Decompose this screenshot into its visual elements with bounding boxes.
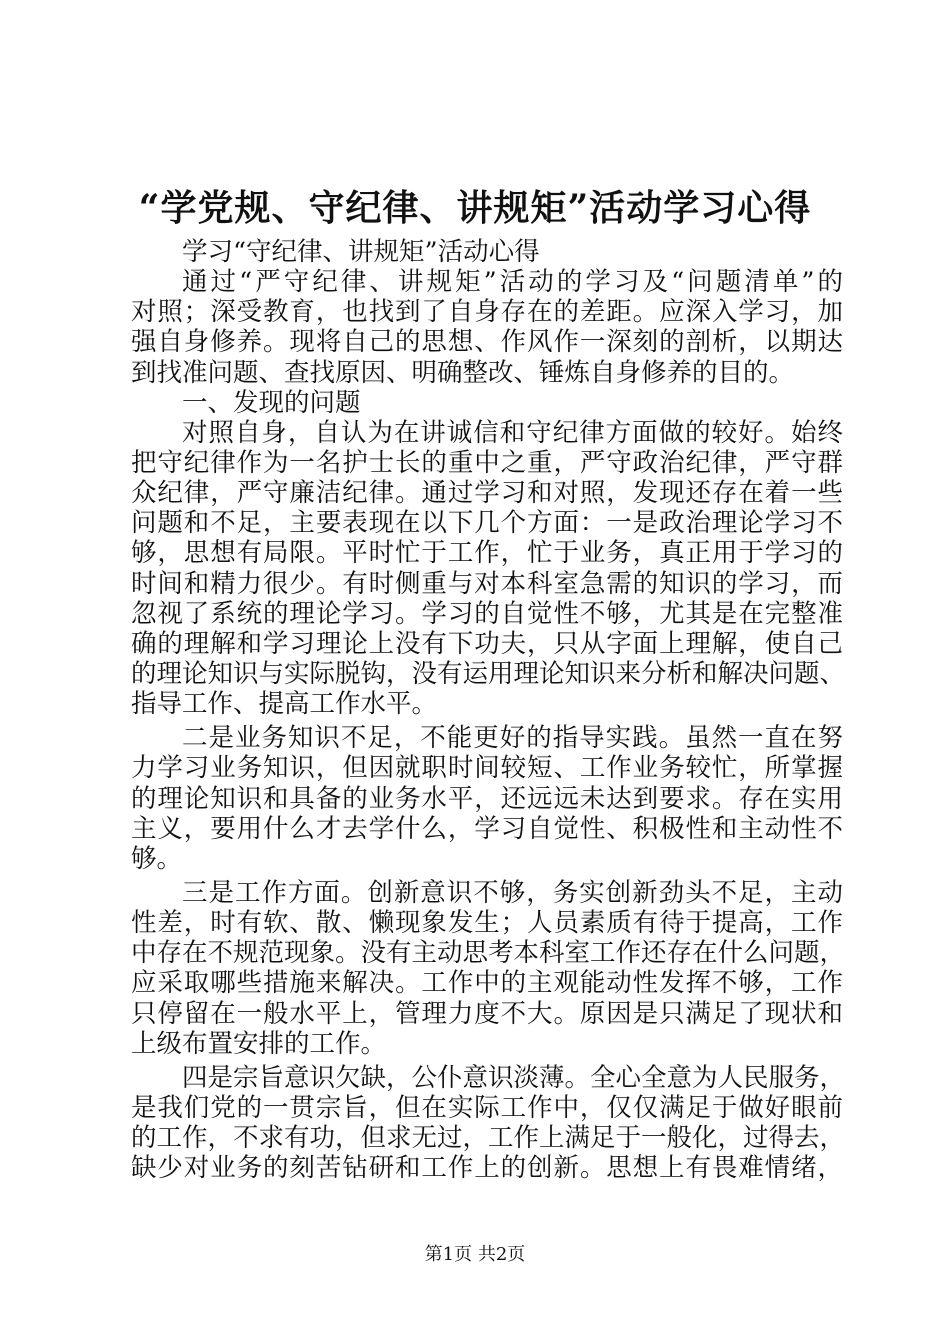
text-line: 的理论知识和具备的业务水平，还远远未达到要求。存在实用 [131,783,843,814]
text-line: 时间和精力很少。有时侧重与对本科室急需的知识的学习，而 [131,568,843,599]
text-line: 是我们党的一贯宗旨，但在实际工作中，仅仅满足于做好眼前 [131,1092,843,1123]
page-footer: 第1页 共2页 [424,1244,526,1265]
text-line: 应采取哪些措施来解决。工作中的主观能动性发挥不够，工作 [131,968,843,999]
text-line: 三是工作方面。创新意识不够，务实创新劲头不足，主动 [182,877,843,908]
text-line: 强自身修养。现将自己的思想、作风作一深刻的剖析，以期达 [131,327,843,358]
text-line: 把守纪律作为一名护士长的重中之重，严守政治纪律，严守群 [131,447,843,478]
text-line: 到找准问题、查找原因、明确整改、锤炼自身修养的目的。 [131,357,795,388]
text-line: 指导工作、提高工作水平。 [131,689,438,720]
text-line: 对照自身，自认为在讲诚信和守纪律方面做的较好。始终 [182,417,843,448]
text-line: 力学习业务知识，但因就职时间较短、工作业务较忙，所掌握 [131,753,843,784]
section-heading: 一、发现的问题 [182,387,361,418]
document-title: “学党规、守纪律、讲规矩”活动学习心得 [138,187,812,229]
text-line: 确的理解和学习理论上没有下功夫，只从字面上理解，使自己 [131,628,843,659]
text-line: 缺少对业务的刻苦钻研和工作上的创新。思想上有畏难情绪， [131,1153,843,1184]
text-line: 性差，时有软、散、懒现象发生；人员素质有待于提高，工作 [131,908,843,939]
text-line: 二是业务知识不足，不能更好的指导实践。虽然一直在努 [182,723,843,754]
text-line: 问题和不足，主要表现在以下几个方面：一是政治理论学习不 [131,508,843,539]
text-line: 对照；深受教育，也找到了自身存在的差距。应深入学习，加 [131,297,843,328]
text-line: 通过“严守纪律、讲规矩”活动的学习及“问题清单”的 [182,267,843,298]
text-line: 上级布置安排的工作。 [131,1028,387,1059]
text-line: 的理论知识与实际脱钩，没有运用理论知识来分析和解决问题、 [131,658,846,689]
text-line: 够，思想有局限。平时忙于工作，忙于业务，真正用于学习的 [131,538,843,569]
document-body [131,237,846,1184]
text-line: 中存在不规范现象。没有主动思考本科室工作还存在什么问题， [131,938,846,969]
text-line: 只停留在一般水平上，管理力度不大。原因是只满足了现状和 [131,998,843,1029]
text-line: 众纪律，严守廉洁纪律。通过学习和对照，发现还存在着一些 [131,478,843,509]
text-line: 够。 [131,843,183,874]
text-line: 的工作，不求有功，但求无过，工作上满足于一般化，过得去， [131,1123,846,1154]
text-line: 主义，要用什么才去学什么，学习自觉性、积极性和主动性不 [131,813,843,844]
subtitle-line: 学习“守纪律、讲规矩”活动心得 [182,237,540,267]
text-line: 忽视了系统的理论学习。学习的自觉性不够，尤其是在完整准 [131,598,843,629]
text-line: 四是宗旨意识欠缺，公仆意识淡薄。全心全意为人民服务， [182,1062,846,1093]
